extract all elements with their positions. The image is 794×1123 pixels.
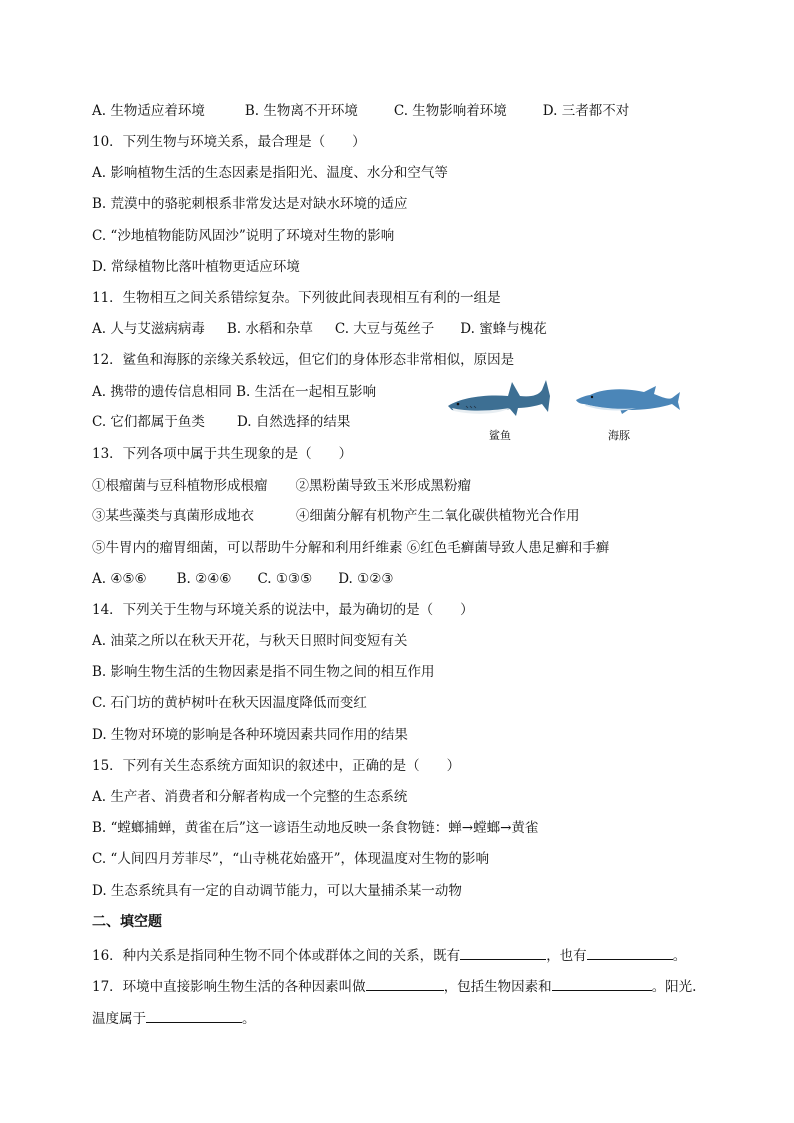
q13-option-b: B. ②④⑥	[176, 571, 232, 587]
q17-blank-1[interactable]	[366, 976, 444, 991]
question-10: 10．下列生物与环境关系，最合理是（ ）	[92, 134, 366, 150]
q10-option-c: C. “沙地植物能防风固沙”说明了环境对生物的影响	[92, 228, 395, 244]
question-11: 11．生物相互之间关系错综复杂。下列彼此间表现相互有利的一组是	[92, 290, 501, 306]
shark-caption: 鲨鱼	[489, 429, 511, 442]
q11-option-c: C. 大豆与菟丝子	[334, 321, 435, 337]
q10-option-a: A. 影响植物生活的生态因素是指阳光、温度、水分和空气等	[92, 165, 448, 181]
q16-text-3: 。	[672, 948, 687, 964]
q12-option-d: D. 自然选择的结果	[236, 414, 351, 430]
q9-option-c: C. 生物影响着环境	[393, 103, 507, 119]
q17-text-2: ，包括生物因素和	[443, 979, 552, 995]
q13-item-1: ①根瘤菌与豆科植物形成根瘤	[92, 478, 268, 494]
q16-text-1: 16．种内关系是指同种生物不同个体或群体之间的关系，既有	[92, 948, 461, 964]
q13-item-3: ③某些藻类与真菌形成地衣	[92, 508, 254, 524]
q14-option-b: B. 影响生物生活的生物因素是指不同生物之间的相互作用	[92, 664, 435, 680]
q15-option-c: C. “人间四月芳菲尽”，“山寺桃花始盛开”，体现温度对生物的影响	[92, 851, 490, 867]
q13-option-d: D. ①②③	[338, 571, 394, 587]
dolphin-image	[574, 376, 682, 416]
q15-option-b: B. “螳螂捕蝉，黄雀在后”这一谚语生动地反映一条食物链：蝉→螳螂→黄雀	[92, 820, 539, 836]
q10-option-d: D. 常绿植物比落叶植物更适应环境	[92, 259, 300, 275]
question-13: 13．下列各项中属于共生现象的是（ ）	[92, 446, 353, 462]
q17-text-4: 温度属于	[92, 1011, 146, 1027]
q11-option-b: B. 水稻和杂草	[226, 321, 313, 337]
q12-option-c: C. 它们都属于鱼类	[92, 414, 205, 430]
q17-text-3: 。阳光.	[651, 979, 697, 995]
q13-items-56: ⑤牛胃内的瘤胃细菌，可以帮助牛分解和利用纤维素 ⑥红色毛癣菌导致人患足癣和手癣	[92, 540, 610, 556]
q12-option-ab: A. 携带的遗传信息相同 B. 生活在一起相互影响	[92, 384, 377, 400]
q11-options	[92, 320, 547, 338]
q13-option-a: A. ④⑤⑥	[92, 571, 147, 587]
q9-option-b: B. 生物离不开环境	[244, 103, 358, 119]
dolphin-caption: 海豚	[608, 429, 630, 442]
q9-option-d: D. 三者都不对	[542, 103, 630, 119]
section-title-fill-in: 二、填空题	[92, 914, 162, 930]
q14-option-d: D. 生物对环境的影响是各种环境因素共同作用的结果	[92, 727, 408, 743]
question-15: 15．下列有关生态系统方面知识的叙述中，正确的是（ ）	[92, 758, 461, 774]
q17-text-1: 17．环境中直接影响生物生活的各种因素叫做	[92, 979, 366, 995]
q10-option-b: B. 荒漠中的骆驼刺根系非常发达是对缺水环境的适应	[92, 196, 408, 212]
q13-items-34	[92, 507, 580, 525]
q14-option-a: A. 油菜之所以在秋天开花，与秋天日照时间变短有关	[92, 633, 408, 649]
q11-option-d: D. 蜜蜂与槐花	[460, 321, 547, 337]
q13-item-4: ④细菌分解有机物产生二氧化碳供植物光合作用	[296, 508, 580, 524]
q17-text-5: 。	[242, 1011, 256, 1027]
q12-options-cd	[92, 413, 350, 431]
q13-option-c: C. ①③⑤	[257, 571, 313, 587]
q16-blank-2[interactable]	[587, 945, 673, 960]
q15-option-a: A. 生产者、消费者和分解者构成一个完整的生态系统	[92, 789, 408, 805]
q13-options	[92, 570, 393, 588]
question-17	[92, 976, 696, 996]
q17-blank-2[interactable]	[552, 976, 652, 991]
q11-option-a: A. 人与艾滋病病毒	[92, 321, 205, 337]
q16-text-2: ，也有	[546, 948, 587, 964]
q9-options	[92, 102, 629, 120]
question-17-cont	[92, 1008, 256, 1028]
q17-blank-3[interactable]	[146, 1008, 242, 1023]
q13-items-12	[92, 477, 471, 495]
question-12: 12．鲨鱼和海豚的亲缘关系较远，但它们的身体形态非常相似，原因是	[92, 352, 515, 368]
q13-item-2: ②黑粉菌导致玉米形成黑粉瘤	[295, 478, 471, 494]
question-16	[92, 945, 686, 965]
q15-option-d: D. 生态系统具有一定的自动调节能力，可以大量捕杀某一动物	[92, 883, 462, 899]
question-14: 14．下列关于生物与环境关系的说法中，最为确切的是（ ）	[92, 602, 474, 618]
shark-image	[446, 376, 552, 424]
q14-option-c: C. 石门坊的黄栌树叶在秋天因温度降低而变红	[92, 695, 367, 711]
q16-blank-1[interactable]	[460, 945, 546, 960]
q9-option-a: A. 生物适应着环境	[92, 103, 205, 119]
